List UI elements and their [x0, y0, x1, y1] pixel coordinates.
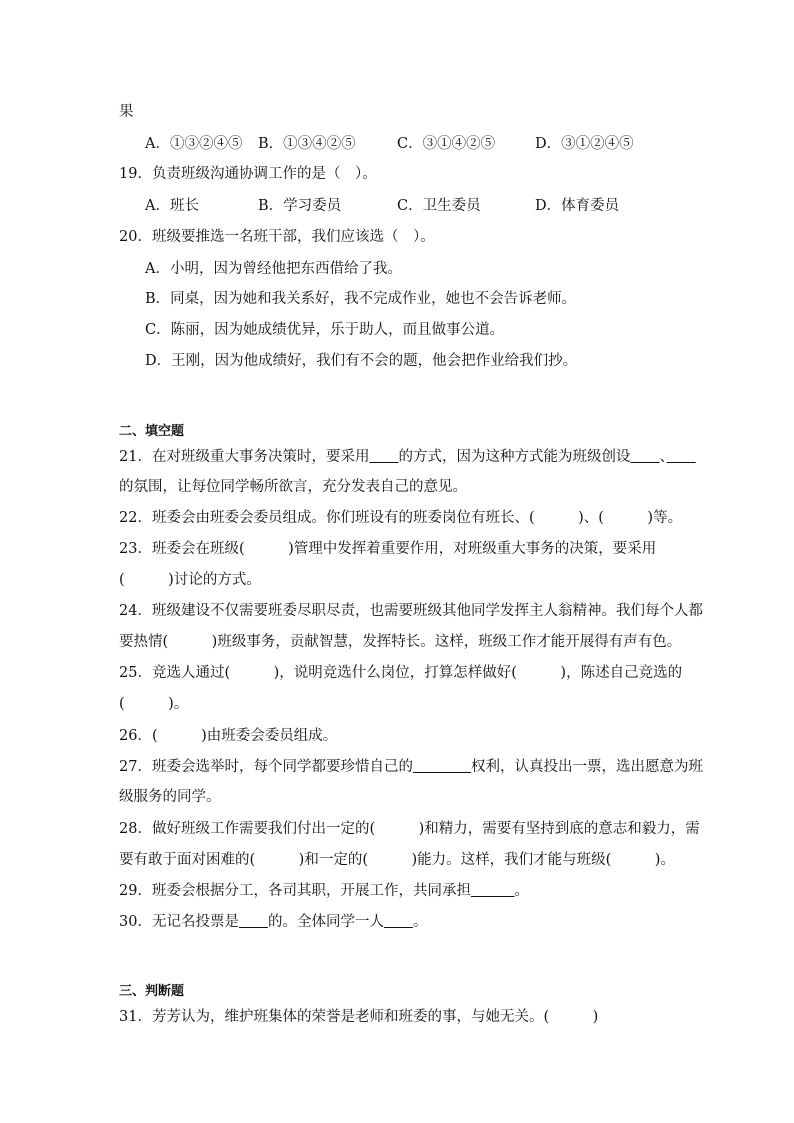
q29-text-1: 29．班委会根据分工，各司其职，开展工作，共同承担	[119, 883, 471, 899]
q30-text-1: 30．无记名投票是	[119, 914, 239, 930]
q21-blank-1	[369, 449, 398, 465]
q21-blank-2	[630, 449, 659, 465]
q30-text-2: 的。全体同学一人	[267, 914, 384, 930]
q29-blank-1	[471, 883, 515, 899]
q20-stem: 20．班级要推选一名班干部，我们应该选（ ）。	[119, 229, 435, 245]
q18-option-c: C．③①④②⑤	[397, 136, 496, 152]
q19-option-c: C．卫生委员	[397, 198, 481, 214]
q23-line-2: ( )讨论的方式。	[119, 572, 261, 588]
q20-option-b: B．同桌，因为她和我关系好，我不完成作业，她也不会告诉老师。	[145, 291, 577, 307]
q18-continuation: 果	[119, 104, 134, 120]
q21-line-1	[119, 447, 696, 467]
section-heading-true-false: 三、判断题	[119, 984, 185, 999]
q30	[119, 912, 427, 932]
q26: 26．( )由班委会委员组成。	[119, 728, 338, 744]
q22: 22．班委会由班委会委员组成。你们班设有的班委岗位有班长、( )、( )等。	[119, 510, 683, 526]
q20-option-c: C．陈丽，因为她成绩优异，乐于助人，而且做事公道。	[145, 322, 505, 338]
q23-line-1: 23．班委会在班级( )管理中发挥着重要作用，对班级重大事务的决策，要采用	[119, 541, 657, 557]
q20-option-a: A．小明，因为曾经他把东西借给了我。	[145, 261, 402, 277]
q19-stem: 19．负责班级沟通协调工作的是（ ）。	[119, 166, 377, 182]
q21-text-1: 21．在对班级重大事务决策时，要采用	[119, 449, 370, 465]
q18-option-a: A．①③②④⑤	[145, 136, 243, 152]
q30-blank-1	[239, 914, 268, 930]
q28-line-2: 要有敢于面对困难的( )和一定的( )能力。这样，我们才能与班级( )。	[119, 852, 675, 868]
q25-line-2: ( )。	[119, 696, 189, 712]
q28-line-1: 28．做好班级工作需要我们付出一定的( )和精力，需要有坚持到底的意志和毅力，需	[119, 821, 700, 837]
q21-line-2: 的氛围，让每位同学畅所欲言，充分发表自己的意见。	[119, 479, 467, 495]
q24-line-2: 要热情( )班级事务，贡献智慧，发挥特长。这样，班级工作才能开展得有声有色。	[119, 634, 682, 650]
q27-blank-1	[413, 759, 471, 775]
section-heading-fill-blank: 二、填空题	[119, 424, 185, 439]
q21-text-2: 的方式，因为这种方式能为班级创设	[398, 449, 631, 465]
q31: 31．芳芳认为，维护班集体的荣誉是老师和班委的事，与她无关。( )	[119, 1009, 599, 1025]
q30-blank-2	[384, 914, 413, 930]
q30-text-3: 。	[412, 914, 428, 930]
q19-option-b: B．学习委员	[258, 198, 342, 214]
q25-line-1: 25．竞选人通过( )，说明竞选什么岗位，打算怎样做好( )，陈述自己竞选的	[119, 665, 683, 681]
q27-text-2: 权利，认真投出一票，选出愿意为班	[470, 759, 703, 775]
q20-option-d: D．王刚，因为他成绩好，我们有不会的题，他会把作业给我们抄。	[145, 353, 578, 369]
q29-text-2: 。	[514, 883, 529, 899]
q18-option-b: B．①③④②⑤	[258, 136, 356, 152]
q27-text-1: 27．班委会选举时，每个同学都要珍惜自己的	[119, 759, 413, 775]
q27-line-2: 级服务的同学。	[119, 789, 221, 805]
q19-option-a: A．班长	[145, 198, 199, 214]
q21-text-3: 、	[659, 449, 667, 465]
q18-option-d: D．③①②④⑤	[535, 136, 634, 152]
q19-option-d: D．体育委员	[535, 198, 620, 214]
q24-line-1: 24．班级建设不仅需要班委尽职尽责，也需要班级其他同学发挥主人翁精神。我们每个人都	[119, 603, 703, 619]
q21-blank-3	[667, 449, 696, 465]
q29	[119, 881, 529, 901]
q27-line-1	[119, 757, 703, 777]
